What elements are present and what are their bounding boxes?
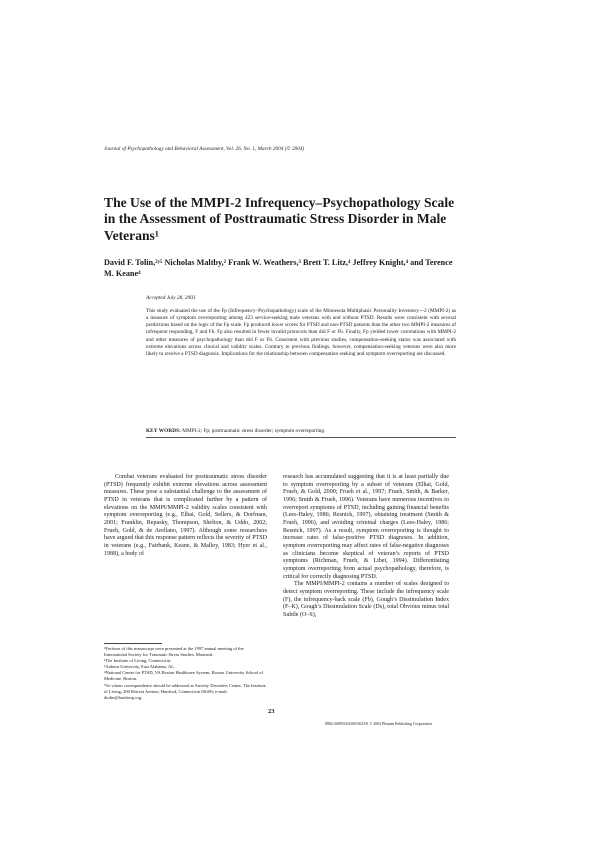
copyright-line: 0882-2689/04/0300-0023/0 © 2004 Plenum Publishing Corporation xyxy=(325,722,432,726)
keywords-label: KEY WORDS: xyxy=(146,428,181,434)
accepted-date: Accepted July 28, 2003 xyxy=(146,295,196,301)
footnote: ⁴National Center for PTSD, VA Boston Healthcare System, Boston University School of Medicine, Boston. xyxy=(104,670,264,682)
abstract: This study evaluated the use of the Fp (Infrequency–Psychopathology) scale of the Minnesota Multiphasic Personality Inventory—2 (MMPI-2) as a measure of symptom overreporting among 423 service-seeking male veterans with and without PTSD. Results were consistent with several predictions based on the logic of the Fp scale. Fp produced lower scores for PTSD and non-PTSD patients than the other two MMPI-2 measures of infrequent responding, F and Fb. Fp also resulted in fewer invalid protocols than did F or Fb. Finally, Fp yielded lower correlations with MMPI-2 and other measures of psychopathology than did F or Fb. Consistent with previous studies, compensation-seeking status was associated with extreme elevations across clinical and validity scales. Contrary to previous findings, however, compensation-seeking veterans were also more likely to receive a PTSD diagnosis. Implications for the relationship between compensation seeking and symptom overreporting are discussed. xyxy=(146,308,456,357)
article-title: The Use of the MMPI-2 Infrequency–Psychopathology Scale in the Assessment of Posttraumatic Stress Disorder in Male Veterans¹ xyxy=(104,195,455,243)
footnote: ²The Institute of Living, Connecticut. xyxy=(104,658,172,664)
journal-citation: Journal of Psychopathology and Behavioral Assessment, Vol. 26, No. 1, March 2004 (© 2004) xyxy=(104,146,305,152)
footnote-divider xyxy=(104,643,162,644)
abstract-divider xyxy=(146,437,456,438)
footnote: ⁵To whom correspondence should be addressed at Anxiety Disorders Center, The Institute of Living, 200 Retreat Avenue, Hartford, Connecticut 06106; e-mail: dtolin@harthosp.org. xyxy=(104,682,266,700)
footnote: ³Auburn University, East Alabama, AL. xyxy=(104,664,176,670)
body-paragraph: Combat veterans evaluated for posttraumatic stress disorder (PTSD) frequently exhibit extreme elevations across assessment measures. These pose a substantial challenge to the assessment of PTSD in veterans that is complicated further by a pattern of elevations on the MMPI/MMPI-2 validity scales consistent with symptom overreporting (e.g., Elhai, Gold, Sellers, & Dorfman, 2001; Franklin, Repasky, Thompson, Shelton, & Uddo, 2002; Frueh, Gold, & de Arellano, 1997). Although some researchers have argued that this response pattern reflects the severity of PTSD in veterans (e.g., Fairbank, Keane, & Malloy, 1983; Hyer et al., 1988), a body of xyxy=(104,474,267,557)
footnotes xyxy=(104,646,267,701)
footnote: ¹Portions of this manuscript were presented at the 1997 annual meeting of the International Society for Traumatic Stress Studies, Montreal. xyxy=(104,646,244,658)
keywords xyxy=(146,428,456,434)
page-number: 23 xyxy=(268,708,275,715)
keywords-text: MMPI-2; Fp; posttraumatic stress disorder; symptom overreporting. xyxy=(182,428,326,434)
body-column-left xyxy=(104,474,267,558)
body-column-right xyxy=(283,474,449,619)
body-paragraph: research has accumulated suggesting that it is at least partially due to symptom overreporting by a subset of veterans (Elhai, Gold, Frueh, & Gold, 2000; Frueh et al., 1997; Frueh, Smith, & Barker, 1996; Smith & Frueh, 1996). Veterans have numerous incentives to overreport symptoms of PTSD, including gaining financial benefits (Lees-Haley, 1986; Resnick, 1997), obtaining treatment (Smith & Frueh, 1996), and avoiding criminal charges (Lees-Haley, 1986; Resnick, 1997). As a result, symptom overreporting is thought to increase rates of false-positive PTSD diagnoses. In addition, symptom overreporting may affect rates of false-negative diagnoses as clinicians become skeptical of veteran’s reports of PTSD symptoms (Richman, Frueh, & Libet, 1994). Differentiating symptom overreporting from actual psychopathology, therefore, is critical for correctly diagnosing PTSD. xyxy=(283,474,449,580)
author-list: David F. Tolin,²ʸ⁵ Nicholas Maltby,² Frank W. Weathers,³ Brett T. Litz,⁴ Jeffrey Knight,⁴ and Terence M. Keane⁴ xyxy=(104,258,453,278)
body-paragraph: The MMPI/MMPI-2 contains a number of scales designed to detect symptom overreporting. These include the infrequency scale (F), the infrequency-back scale (Fb), Gough’s Dissimulation Index (F–K), Gough’s Dissimulation Scale (Ds), total Obvious minus total Subtle (O–S), xyxy=(283,581,449,618)
